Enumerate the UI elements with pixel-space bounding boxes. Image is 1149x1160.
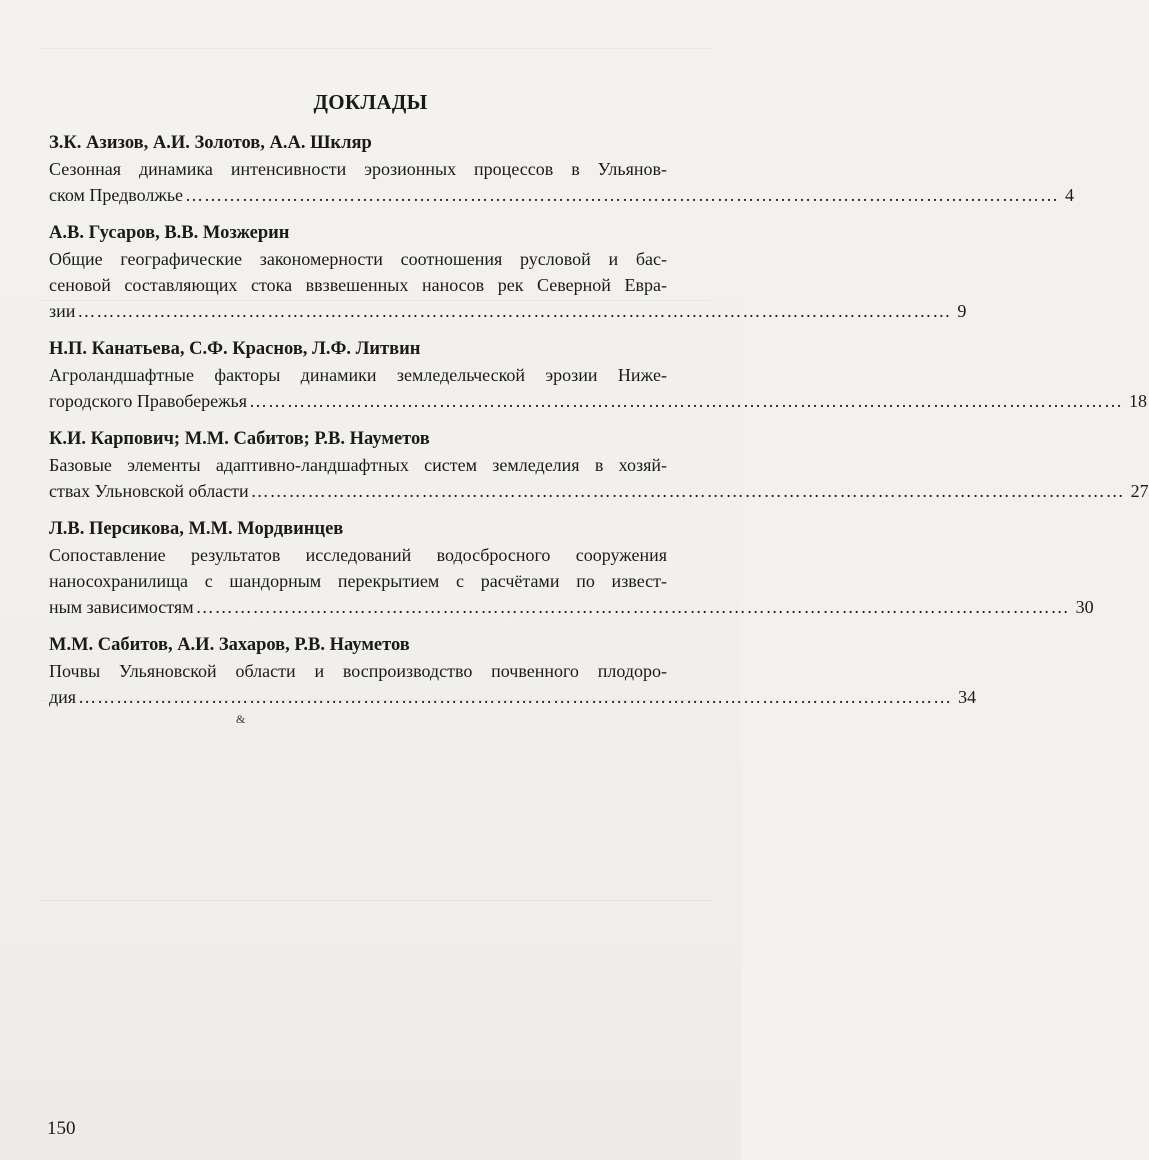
entry-authors: Н.П. Канатьева, С.Ф. Краснов, Л.Ф. Литвин [49,339,421,359]
table-of-contents [49,130,1149,722]
entry-last-line [49,478,1149,504]
entry-title-line: Почвы Ульяновской области и воспроизводство почвенного плодоро- [49,661,667,681]
entry-page-number: 18 [1129,391,1148,411]
entry-authors: Л.В. Персикова, М.М. Мордвинцев [49,519,344,539]
entry-page-number: 27 [1130,481,1149,501]
toc-entry [49,632,977,710]
entry-last-line [49,298,967,324]
section-heading: ДОКЛАДЫ [313,90,428,114]
entry-last-line [49,388,1148,414]
entry-authors: З.К. Азизов, А.И. Золотов, А.А. Шкляр [49,133,372,153]
entry-authors: М.М. Сабитов, А.И. Захаров, Р.В. Науметов [49,635,410,655]
entry-title-line: Сезонная динамика интенсивности эрозионных процессов в Ульянов- [49,159,667,179]
entry-title-end: ском Предволжье [49,185,184,205]
entry-page-number: 4 [1065,185,1075,205]
entry-title-line: Базовые элементы адаптивно-ландшафтных систем земледелия в хозяй- [49,455,667,475]
entry-title-line: Общие географические закономерности соотношения русловой и бас- [49,249,667,269]
page-number: 150 [47,1118,76,1139]
leader-dots: ………………………………………………………………………………………………………………………… [249,391,1124,411]
entry-title-line: сеновой составляющих стока ввзвешенных наносов рек Северной Евра- [49,275,667,295]
entry-title-end: городского Правобережья [49,391,248,411]
entry-last-line [49,182,1075,208]
entry-authors: А.В. Гусаров, В.В. Мозжерин [49,223,290,243]
entry-title-end: ствах Ульновской области [49,481,249,501]
leader-dots: ………………………………………………………………………………………………………………………… [185,185,1060,205]
entry-title-line: Агроландшафтные факторы динамики земледельческой эрозии Нижe- [49,365,667,385]
entry-title-line: наносохранилища с шандорным перекрытием с расчётами по извест- [49,571,667,591]
entry-last-line [49,684,977,710]
entry-title-end: зии [49,301,76,321]
entry-title-line: Сопоставление результатов исследований водосбросного сооружения [49,545,667,565]
entry-authors: К.И. Карпович; М.М. Сабитов; Р.В. Науметов [49,429,430,449]
show-through-line [40,900,711,901]
toc-entry [49,130,1075,208]
entry-title-end: дия [49,687,77,707]
toc-entry [49,220,967,324]
toc-entry [49,516,1094,620]
stray-mark: & [236,712,246,726]
leader-dots: ………………………………………………………………………………………………………………………… [250,481,1125,501]
toc-entry [49,426,1149,504]
entry-last-line [49,594,1094,620]
entry-page-number: 34 [958,687,977,707]
entry-page-number: 9 [957,301,967,321]
leader-dots: ………………………………………………………………………………………………………………………… [77,301,952,321]
show-through-line [40,48,711,49]
toc-entry [49,336,1148,414]
leader-dots: ………………………………………………………………………………………………………………………… [78,687,953,707]
entry-page-number: 30 [1075,597,1094,617]
leader-dots: ………………………………………………………………………………………………………………………… [195,597,1070,617]
entry-title-end: ным зависимостям [49,597,194,617]
